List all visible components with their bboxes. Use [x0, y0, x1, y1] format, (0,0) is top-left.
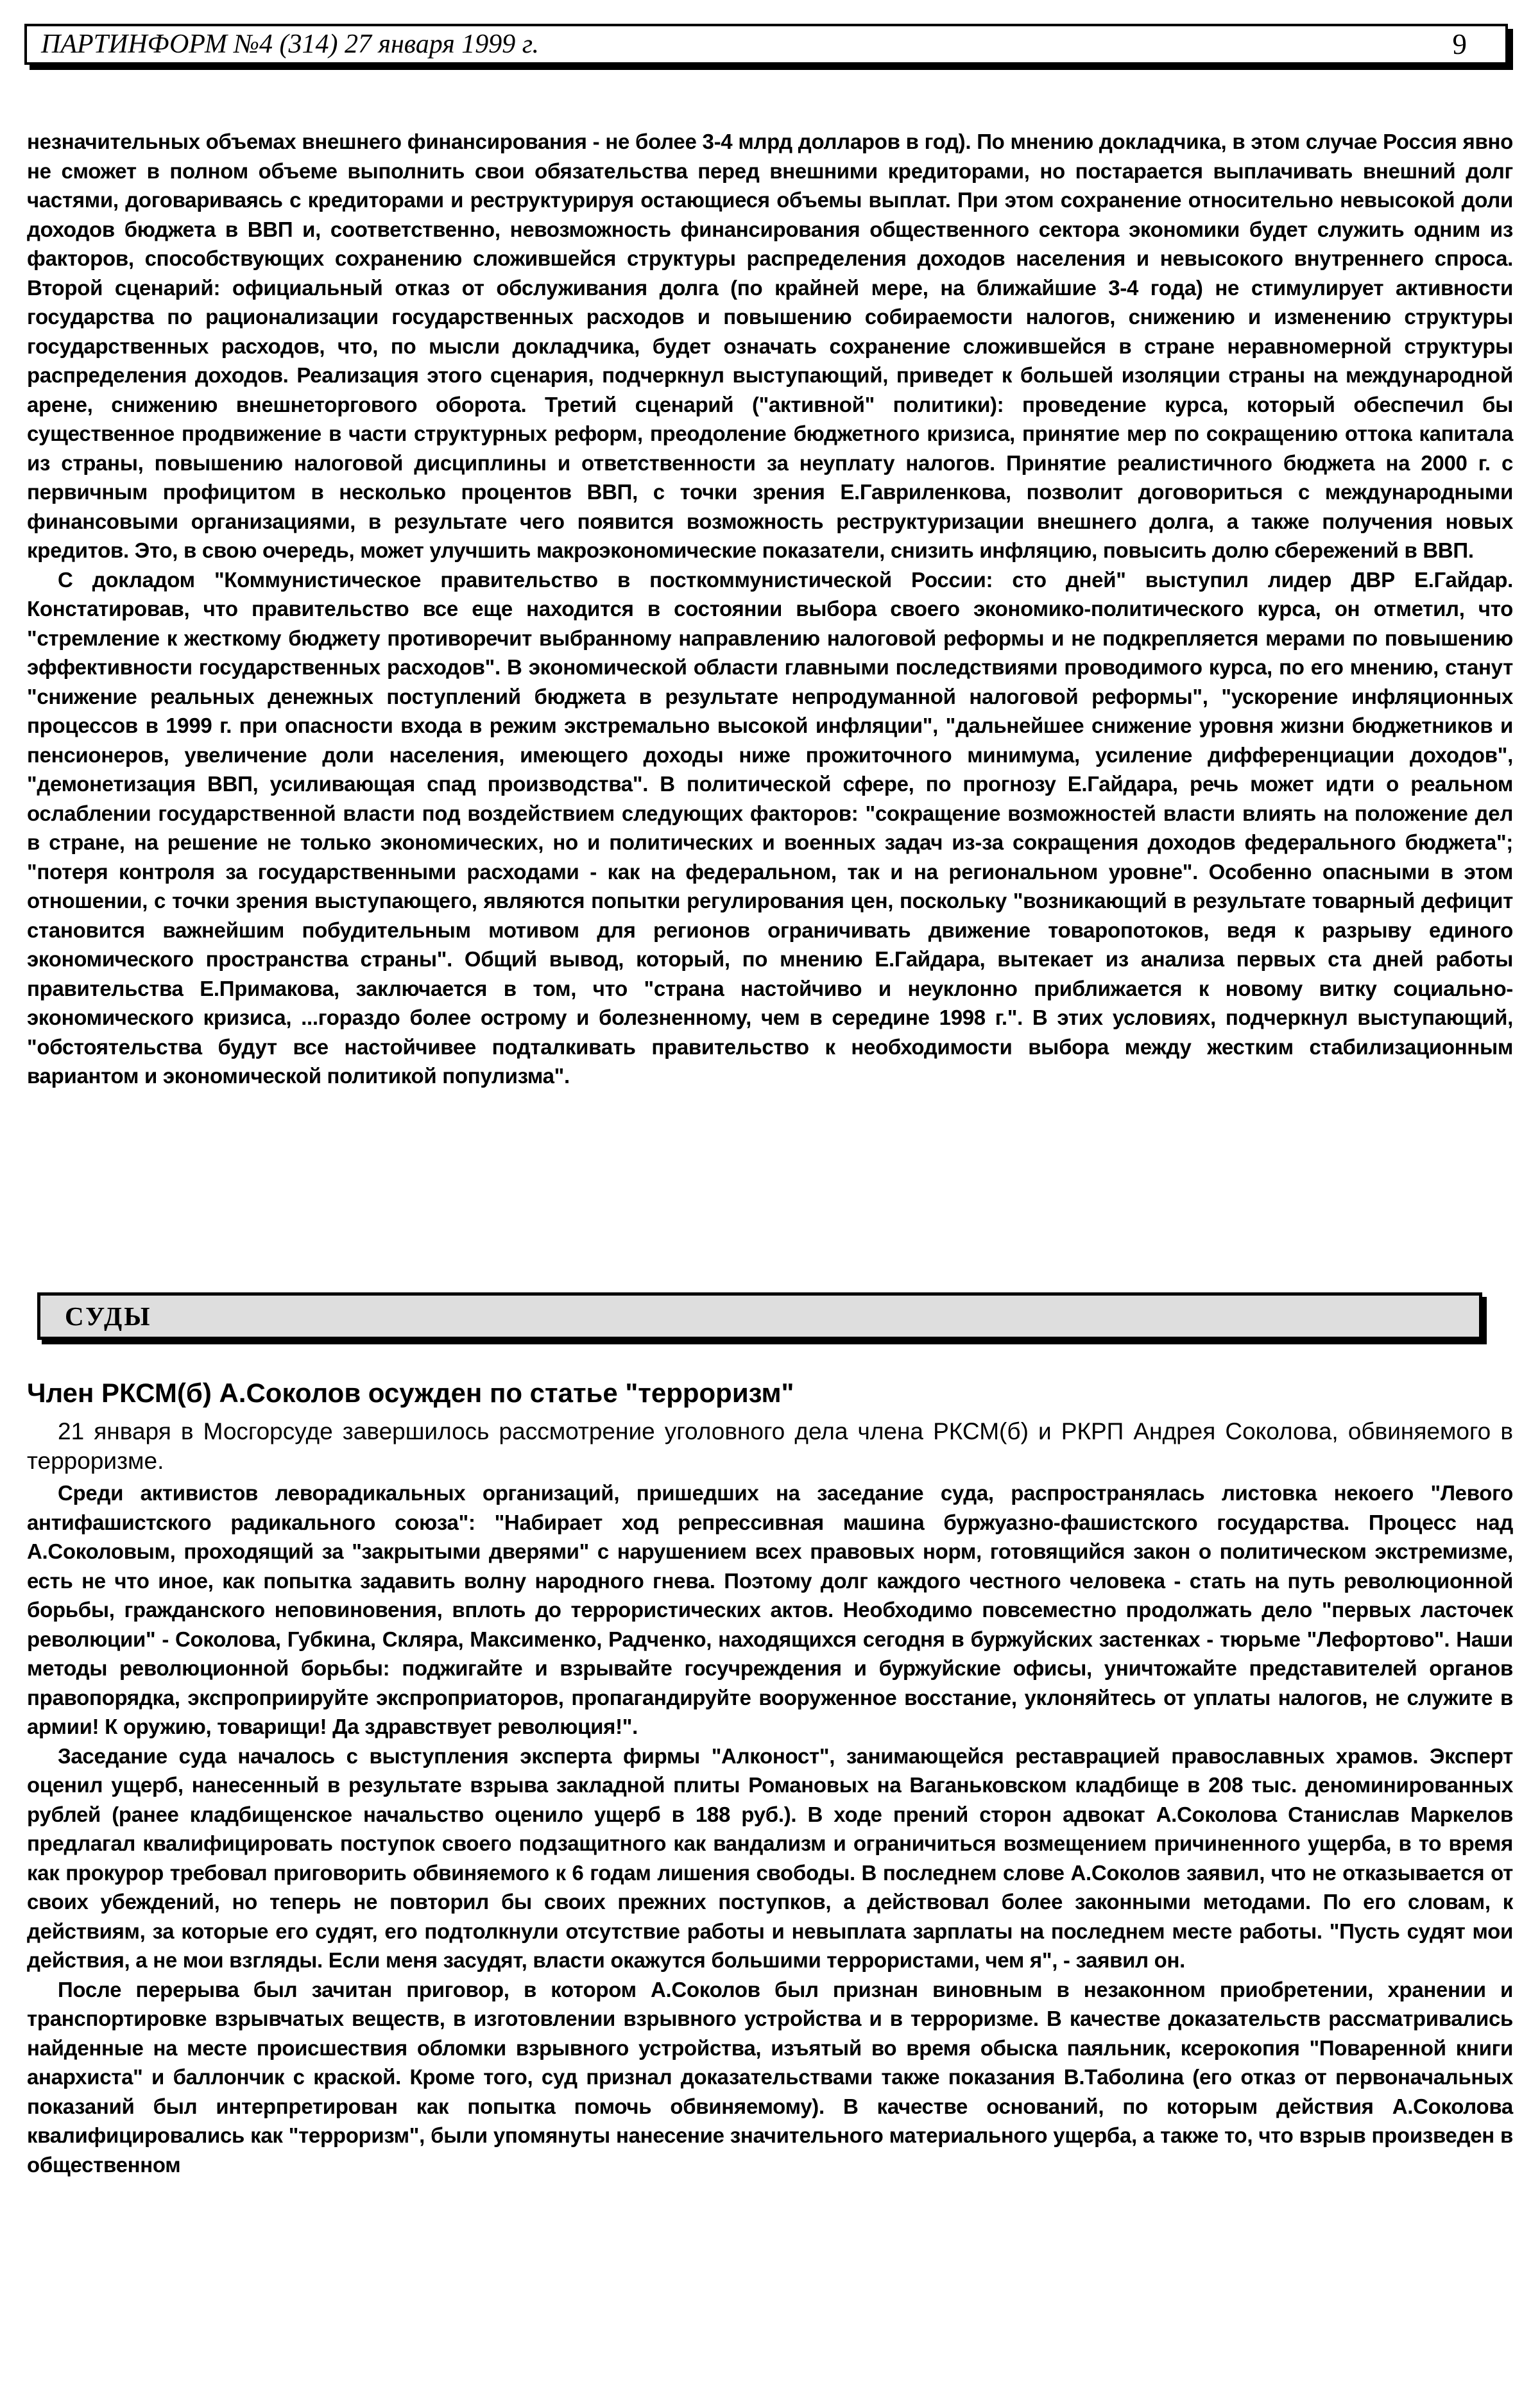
body-paragraph: незначительных объемах внешнего финансирования - не более 3-4 млрд долларов в год). По мнению докладчика, в этом случае Россия явно не сможет в полном объеме выполнить свои обязательства перед внешними кредиторами, но постарается выплачивать внешний долг частями, договариваясь с кредиторами и реструктурируя остающиеся объемы выплат. При этом сохранение относительно невысокой доли доходов бюджета в ВВП и, соответственно, невозможность финансирования общественного сектора экономики будет служить одним из факторов, способствующих сохранению сложившейся структуры распределения доходов населения и невысокого внутреннего спроса. Второй сценарий: официальный отказ от обслуживания долга (по крайней мере, на ближайшие 3-4 года) не стимулирует активности государства по рационализации государственных расходов и повышению собираемости налогов, снижению и изменению структуры государственных расходов, что, по мысли докладчика, будет означать сохранение сложившейся в стране неравномерной структуры распределения доходов. Реализация этого сценария, подчеркнул выступающий, приведет к большей изоляции страны на международной арене, снижению внешнеторгового оборота. Третий сценарий ("активной" политики): проведение курса, который обеспечил бы существенное продвижение в части структурных реформ, преодоление бюджетного кризиса, принятие мер по сокращению оттока капитала из страны, повышению налоговой дисциплины и ответственности за неуплату налогов. Принятие реалистичного бюджета на 2000 г. с первичным профицитом в несколько процентов ВВП, с точки зрения Е.Гавриленкова, позволит договориться с международными финансовыми организациями, в результате чего появится возможность реструктуризации внешнего долга, а также получения новых кредитов. Это, в свою очередь, может улучшить макроэкономические показатели, снизить инфляцию, повысить долю сбережений в ВВП.: [27, 130, 1513, 562]
newsletter-issue-title: ПАРТИНФОРМ №4 (314) 27 января 1999 г.: [41, 30, 540, 59]
body-paragraph: После перерыва был зачитан приговор, в котором А.Соколов был признан виновным в незаконном приобретении, хранении и транспортировке взрывчатых веществ, в изготовлении взрывного устройства и в терроризме. В качестве доказательств рассматривались найденные на месте происшествия обломки взрывного устройства, изъятый во время обыска паяльник, ксерокопия "Поваренной книги анархиста" и баллончик с краской. Кроме того, суд признал доказательствами также показания В.Таболина (его отказ от первоначальных показаний был интерпретирован как попытка помочь обвиняемому). В качестве оснований, по которым действия А.Соколова квалифицировались как "терроризм", были упомянуты нанесение значительного материального ущерба, а также то, что взрыв произведен в общественном: [27, 1977, 1513, 2177]
body-paragraph: Среди активистов леворадикальных организаций, пришедших на заседание суда, распространялась листовка некоего "Левого антифашистского радикального союза": "Набирает ход репрессивная машина буржуазно-фашистского государства. Процесс над А.Соколовым, проходящий за "закрытыми дверями" с нарушением всех правовых норм, готовящийся закон о политическом экстремизме, есть не что иное, как попытка задавить волну народного гнева. Поэтому долг каждого честного человека - стать на путь революционной борьбы, гражданского неповиновения, вплоть до террористических актов. Необходимо повсеместно продолжать дело "первых ласточек революции" - Соколова, Губкина, Скляра, Максименко, Радченко, находящихся сегодня в буржуйских застенках - тюрьме "Лефортово". Наши методы революционной борьбы: поджигайте и взрывайте госучреждения и буржуйские офисы, уничтожайте представителей органов правопорядка, экспроприируйте экспроприаторов, пропагандируйте вооруженное восстание, уклоняйтесь от уплаты налогов, не служите в армии! К оружию, товарищи! Да здравствует революция!".: [27, 1481, 1513, 1738]
page-header: [24, 24, 1508, 65]
article-headline: Член РКСМ(б) А.Соколов осужден по статье "терроризм": [27, 1378, 794, 1408]
body-paragraph: С докладом "Коммунистическое правительство в посткоммунистической России: сто дней" выступил лидер ДВР Е.Гайдар. Констатировав, что правительство все еще находится в состоянии выбора своего экономико-политического курса, он отметил, что "стремление к жесткому бюджету противоречит выбранному направлению налоговой реформы и не подкрепляется мерами по повышению эффективности государственных расходов". В экономической области главными последствиями проводимого курса, по его мнению, станут "снижение реальных денежных поступлений бюджета в результате непродуманной налоговой реформы", "ускорение инфляционных процессов в 1999 г. при опасности входа в режим экстремально высокой инфляции", "дальнейшее снижение уровня жизни бюджетников и пенсионеров, увеличение доли населения, имеющего доходы ниже прожиточного минимума, усиление дифференциации доходов", "демонетизация ВВП, усиливающая спад производства". В политической сфере, по прогнозу Е.Гайдара, речь может идти о реальном ослаблении государственной власти под воздействием следующих факторов: "сокращение возможностей власти влиять на положение дел в стране, на решение не только экономических, но и политических и военных задач из-за сокращения доходов федерального бюджета"; "потеря контроля за государственными расходами - как на федеральном, так и на региональном уровне". Особенно опасными в этом отношении, с точки зрения выступающего, являются попытки регулирования цен, поскольку "возникающий в результате товарный дефицит становится важнейшим побудительным мотивом для регионов ограничивать движение товаропотоков, ведя к разрыву единого экономического пространства страны". Общий вывод, который, по мнению Е.Гайдара, вытекает из анализа первых ста дней работы правительства Е.Примакова, заключается в том, что "страна настойчиво и неуклонно приближается к новому витку социально-экономического кризиса, ...гораздо более острому и болезненному, чем в середине 1998 г.". В этих условиях, подчеркнул выступающий, "обстоятельства будут все настойчивее подталкивать правительство к необходимости выбора между жестким стабилизационным вариантом и экономической политикой популизма".: [27, 567, 1513, 1088]
body-paragraph: Заседание суда началось с выступления эксперта фирмы "Алконост", занимающейся реставрацией православных храмов. Эксперт оценил ущерб, нанесенный в результате взрыва закладной плиты Романовых на Ваганьковском кладбище в 208 тыс. деноминированных рублей (ранее кладбищенское начальство оценило ущерб в 188 руб.). В ходе прений сторон адвокат А.Соколова Станислав Маркелов предлагал квалифицировать поступок своего подзащитного как вандализм и ограничиться возмещением причиненного ущерба, в то время как прокурор требовал приговорить обвиняемого к 6 годам лишения свободы. В последнем слове А.Соколов заявил, что не отказывается от своих убеждений, но теперь не повторил бы своих прежних поступков, а действовал более законными методами. По его словам, к действиям, за которые его судят, его подтолкнули отсутствие работы и невыплата зарплаты на последнем месте работы. "Пусть судят мои действия, а не мои взгляды. Если меня засудят, власти окажутся большими террористами, чем я", - заявил он.: [27, 1744, 1513, 1972]
court-article: [27, 1377, 1513, 2179]
article-body: [27, 1478, 1513, 2179]
report-text-block: [27, 127, 1513, 1091]
article-lead: 21 января в Мосгорсуде завершилось рассмотрение уголовного дела члена РКСМ(б) и РКРП Андрея Соколова, обвиняемого в терроризме.: [27, 1418, 1513, 1474]
section-header-box: [37, 1292, 1482, 1340]
page-number: 9: [1452, 28, 1467, 60]
section-title: СУДЫ: [65, 1301, 152, 1331]
